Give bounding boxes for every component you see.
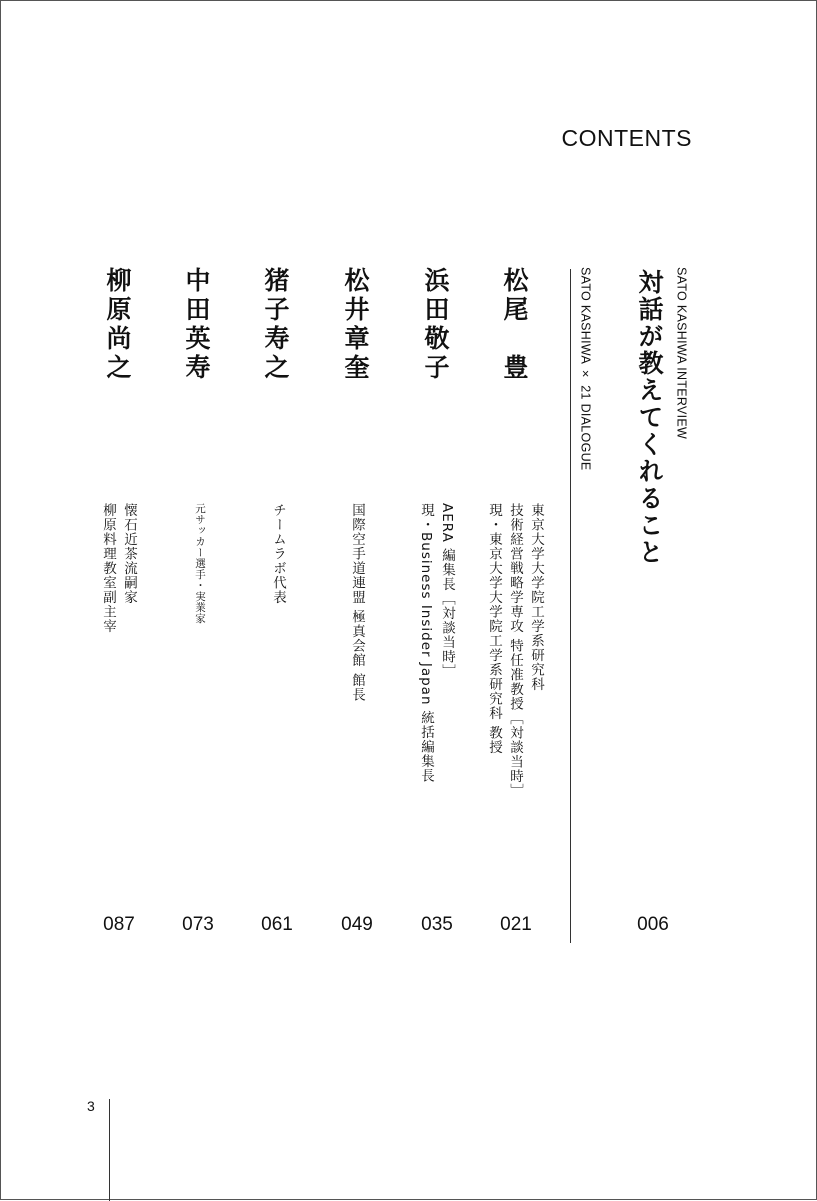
entry-name-yanagihara[interactable]: 柳原尚之 xyxy=(103,267,132,383)
role-line: 現・東京大学大学院工学系研究科 教授 xyxy=(486,503,502,755)
entry-page-number[interactable]: 073 xyxy=(182,914,214,935)
role-line: 技術経営戦略学専攻 特任准教授［対談当時］ xyxy=(507,503,523,799)
interview-title[interactable]: 対話が教えてくれること xyxy=(635,269,664,566)
role-line: チームラボ代表 xyxy=(270,503,286,605)
interview-page-number[interactable]: 006 xyxy=(637,914,669,935)
entry-roles-hamada xyxy=(415,503,457,783)
entry-page-number[interactable]: 061 xyxy=(261,914,293,935)
entry-roles-yanagihara xyxy=(97,503,139,634)
entry-roles-nakata xyxy=(189,503,210,624)
role-line: 懐石近茶流嗣家 xyxy=(121,503,137,605)
entry-name-matsuo[interactable]: 松尾 豊 xyxy=(500,267,529,383)
entry-page-number[interactable]: 021 xyxy=(500,914,532,935)
entry-page-number[interactable]: 049 xyxy=(341,914,373,935)
folio-rule xyxy=(109,1099,110,1201)
role-line: 東京大学大学院工学系研究科 xyxy=(528,503,544,692)
role-line: 国際空手道連盟 極真会館 館長 xyxy=(349,503,365,703)
entry-name-inoko[interactable]: 猪子寿之 xyxy=(261,267,290,383)
entry-name-nakata[interactable]: 中田英寿 xyxy=(182,267,211,383)
role-line: 柳原料理教室副主宰 xyxy=(100,503,116,634)
contents-heading: CONTENTS xyxy=(561,125,692,151)
entry-page-number[interactable]: 087 xyxy=(103,914,135,935)
interview-eyebrow: SATO KASHIWA INTERVIEW xyxy=(674,267,689,440)
role-line: 元サッカー選手・実業家 xyxy=(194,503,206,624)
entry-roles-matsuo xyxy=(483,503,546,798)
dialogue-header: SATO KASHIWA × 21 DIALOGUE xyxy=(578,267,593,471)
role-line: AERA 編集長［対談当時］ xyxy=(439,503,455,679)
entry-roles-inoko xyxy=(267,503,288,605)
entry-name-hamada[interactable]: 浜田敬子 xyxy=(421,267,450,383)
entry-name-matsui[interactable]: 松井章奎 xyxy=(341,267,370,383)
folio-number: 3 xyxy=(87,1098,95,1114)
entry-page-number[interactable]: 035 xyxy=(421,914,453,935)
section-divider xyxy=(570,269,571,943)
entry-roles-matsui xyxy=(346,503,367,702)
role-line: 現・Business Insider Japan 統括編集長 xyxy=(418,503,434,784)
